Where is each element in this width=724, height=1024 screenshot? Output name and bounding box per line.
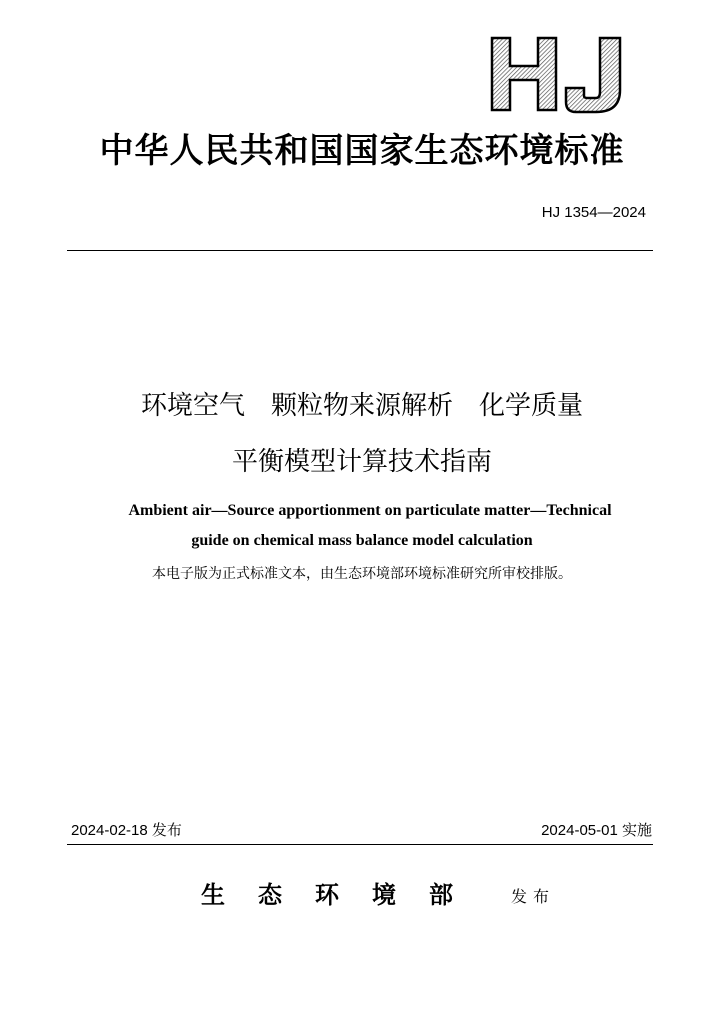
chinese-title-line-1: 环境空气 颗粒物来源解析 化学质量	[140, 391, 583, 421]
issue-date: 2024-02-18 发布	[71, 822, 182, 839]
chinese-title-line-2: 平衡模型计算技术指南	[231, 447, 492, 477]
bottom-divider	[67, 844, 653, 845]
english-title-line-2: guide on chemical mass balance model calculation	[191, 532, 533, 549]
standard-code: HJ 1354—2024	[541, 204, 646, 221]
hj-logo	[488, 36, 628, 114]
publish-label: 发布	[511, 887, 556, 906]
org-title: 中华人民共和国国家生态环境标准	[99, 131, 625, 171]
electronic-edition-notice: 本电子版为正式标准文本，由生态环境部环境标准研究所审校排版。	[152, 566, 572, 582]
english-title-line-1: Ambient air—Source apportionment on particulate matter—Technical	[128, 502, 612, 519]
implementation-date: 2024-05-01 实施	[541, 822, 652, 839]
publisher-name: 生态环境部	[201, 880, 486, 909]
top-divider	[67, 250, 653, 251]
